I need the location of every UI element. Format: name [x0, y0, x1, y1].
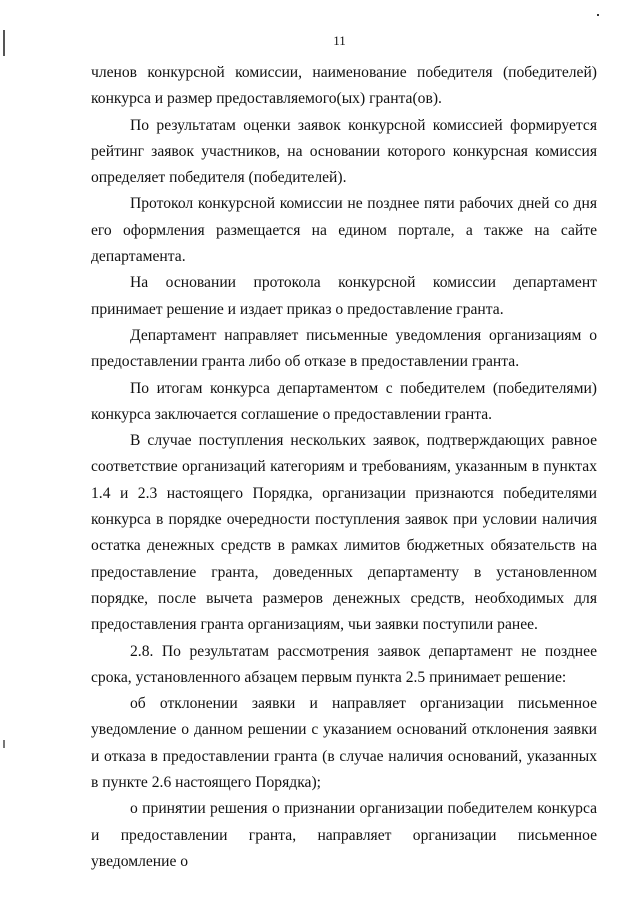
- paragraph: По результатам оценки заявок конкурсной комиссией формируется рейтинг заявок участников, на основании которого конкурсная комиссия определяет победителя (победителей).: [91, 116, 597, 187]
- scan-mark-left: [3, 30, 5, 56]
- scan-mark-left: [3, 740, 5, 748]
- paragraph: 2.8. По результатам рассмотрения заявок департамент не позднее срока, установленного абзацем первым пункта 2.5 принимает решение:: [91, 642, 597, 686]
- paragraph: По итогам конкурса департаментом с победителем (победителями) конкурса заключается соглашение о предоставлении гранта.: [91, 379, 597, 423]
- paragraph: Департамент направляет письменные уведомления организациям о предоставлении гранта либо об отказе в предоставлении гранта.: [91, 326, 597, 371]
- paragraph: В случае поступления нескольких заявок, подтверждающих равное соответствие организаций категориям и требованиям, указанным в пунктах 1.4 и 2.3 настоящего Порядка, организации признаются победителями конкурса в порядке очередности поступления заявок при условии наличия остатка денежных средств в рамках лимитов бюджетных обязательств на предоставление гранта, доведенных департаменту в установленном порядке, после вычета размеров денежных средств, необходимых для предоставления гранта организациям, чьи заявки поступили ранее.: [91, 432, 597, 634]
- paragraph: Протокол конкурсной комиссии не позднее пяти рабочих дней со дня его оформления размещается на едином портале, а также на сайте департамента.: [91, 195, 597, 266]
- paragraph: о принятии решения о признании организации победителем конкурса и предоставлении гранта, направляет организации письменное уведомление о: [91, 800, 597, 870]
- paragraph: На основании протокола конкурсной комиссии департамент принимает решение и издает приказ о предоставление гранта.: [91, 274, 597, 318]
- paragraph: об отклонении заявки и направляет организации письменное уведомление о данном решении с указанием оснований отклонения заявки и отказа в предоставлении гранта (в случае наличия оснований, указанных в пункте 2.6 настоящего Порядка);: [91, 695, 597, 792]
- page-number: 11: [333, 33, 346, 48]
- document-body: [91, 60, 597, 875]
- paragraph: членов конкурсной комиссии, наименование победителя (победителей) конкурса и размер предоставляемого(ых) гранта(ов).: [91, 64, 597, 108]
- scan-dot: [597, 14, 599, 16]
